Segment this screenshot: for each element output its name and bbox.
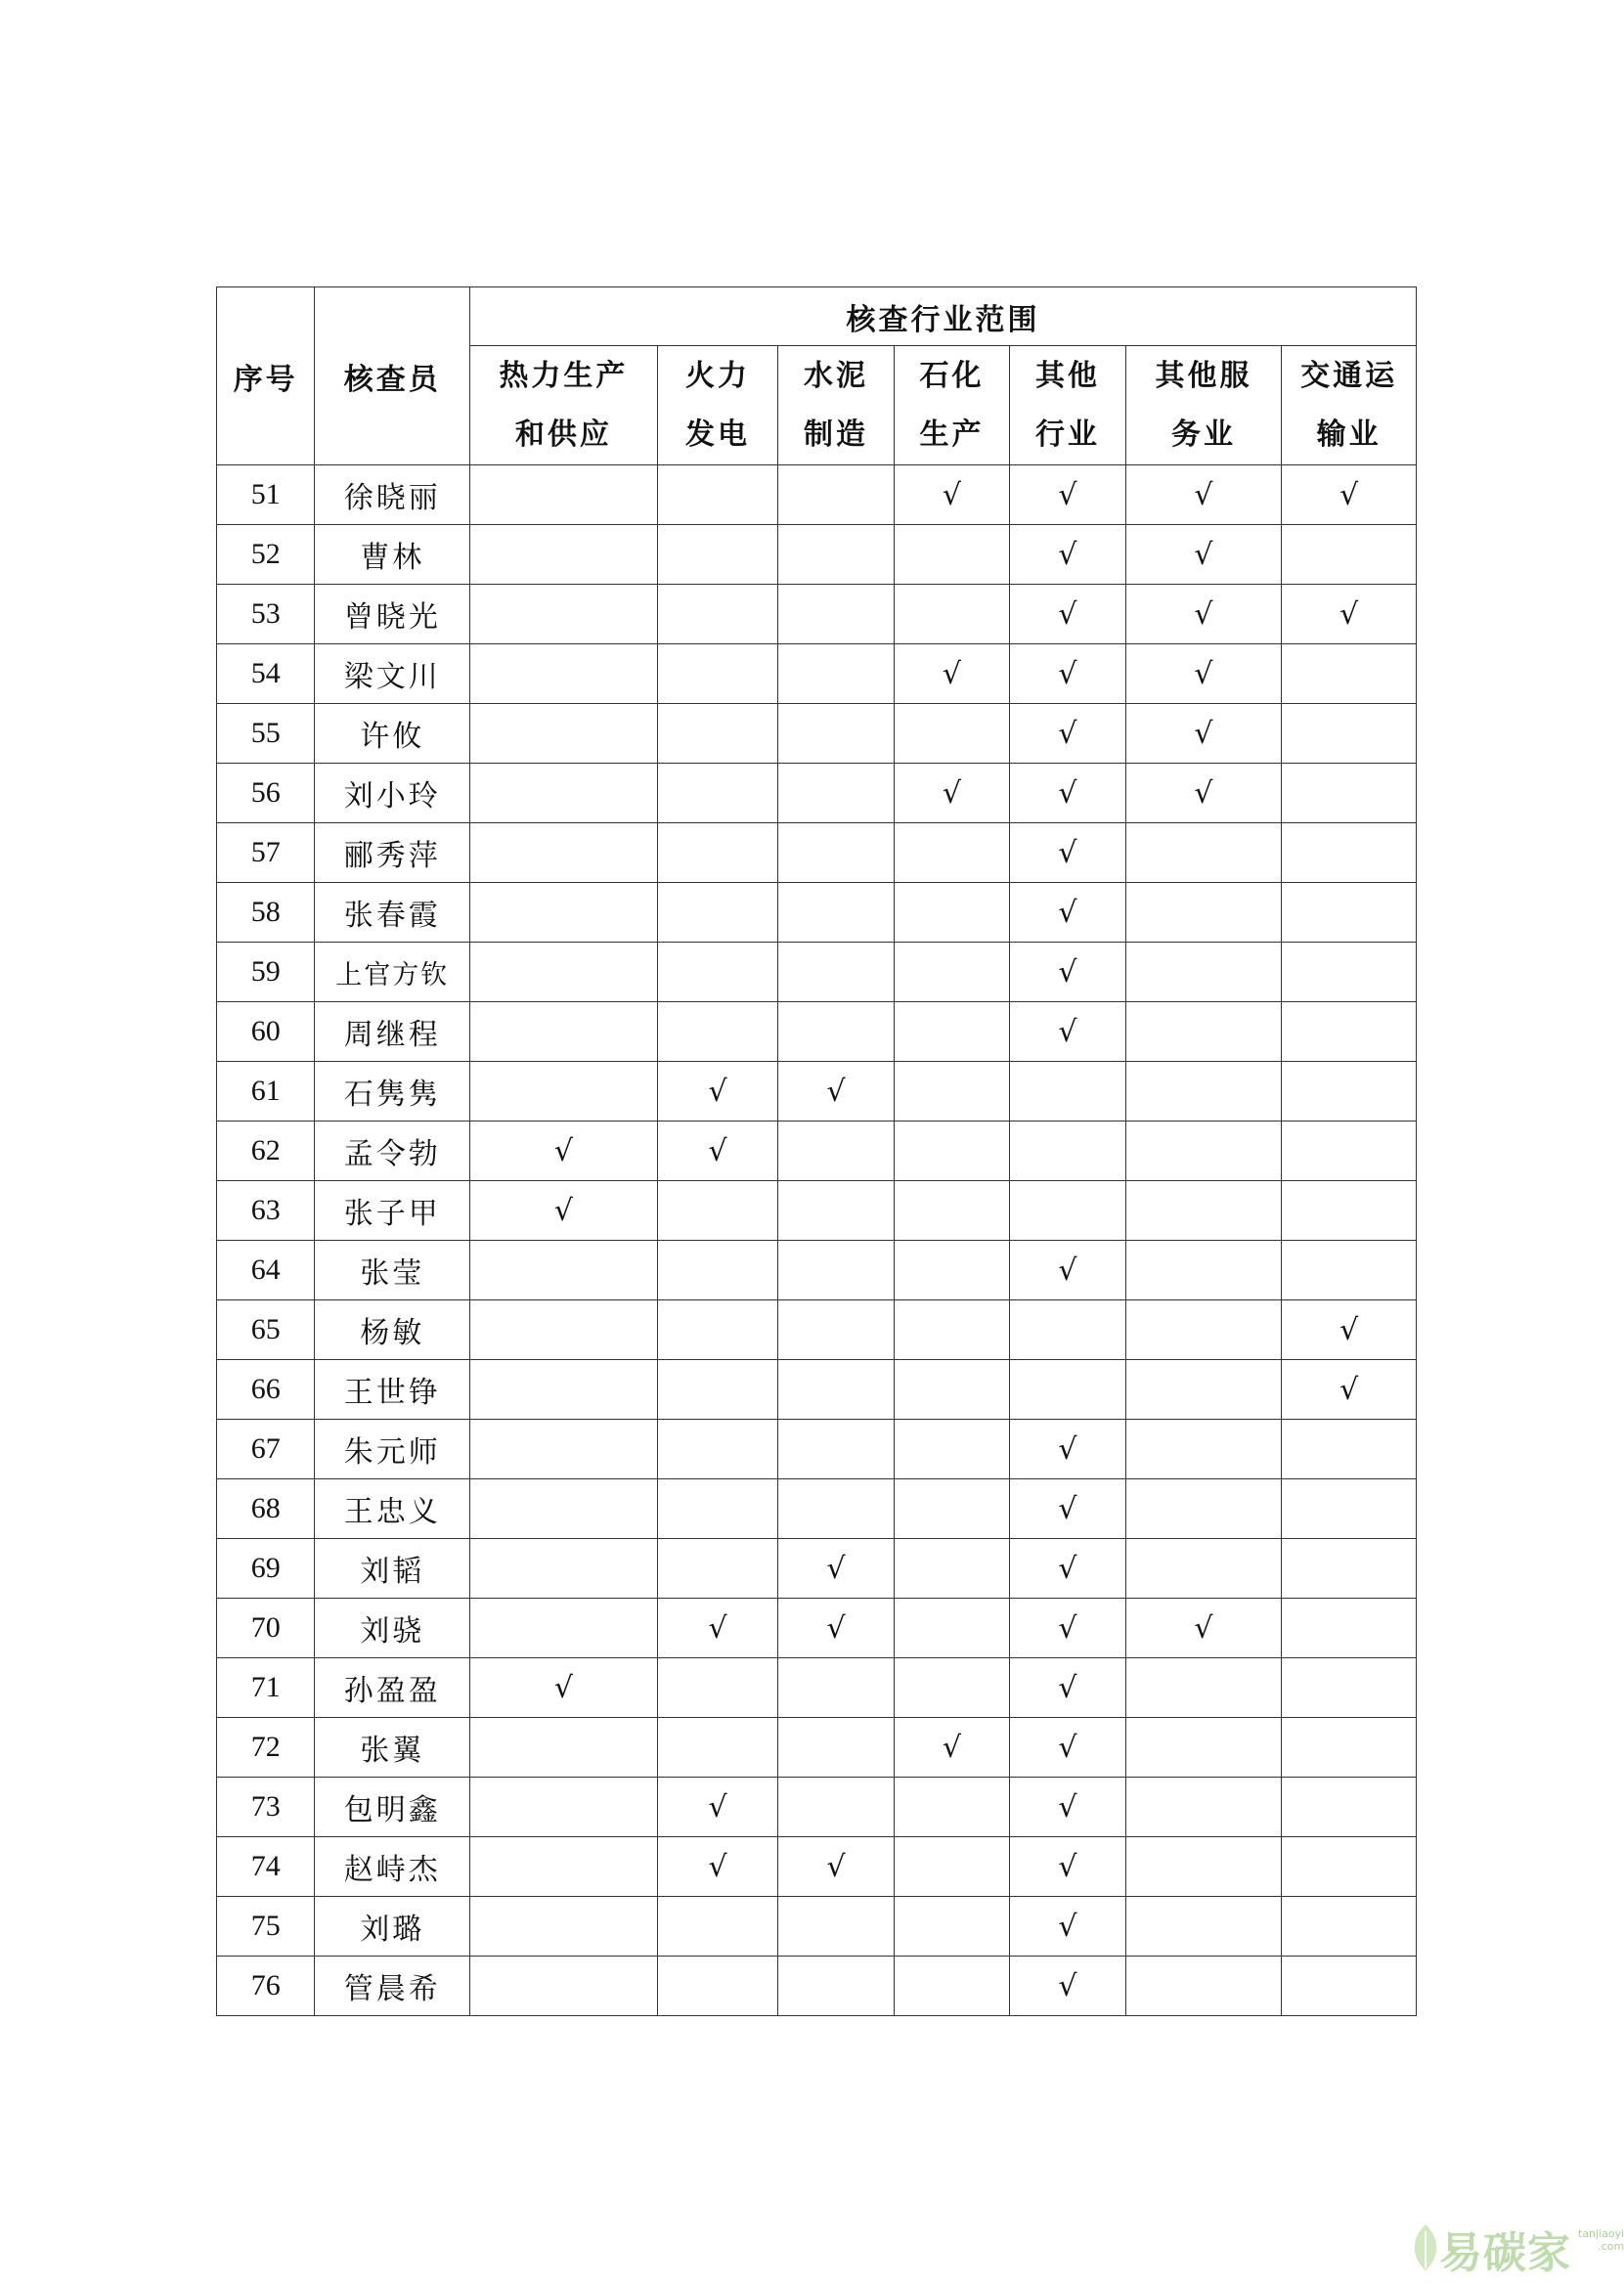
empty-cell (657, 1539, 777, 1599)
empty-cell (1125, 1778, 1282, 1837)
header-column-line: 输业 (1316, 417, 1382, 452)
empty-cell (894, 1897, 1009, 1957)
empty-cell (1125, 1300, 1282, 1360)
empty-cell (778, 525, 894, 585)
empty-cell (1125, 1002, 1282, 1062)
check-mark-cell: √ (657, 1778, 777, 1837)
check-mark-cell: √ (1010, 585, 1125, 644)
empty-cell (657, 1420, 777, 1479)
watermark-domain: tanjiaoyi .com (1578, 2227, 1624, 2253)
check-mark-cell: √ (1010, 1718, 1125, 1778)
empty-cell (1125, 1479, 1282, 1539)
header-column-line: 和供应 (514, 417, 612, 452)
empty-cell (1125, 943, 1282, 1002)
empty-cell (894, 1360, 1009, 1420)
table-row (217, 704, 1417, 764)
empty-cell (778, 764, 894, 823)
inspector-name: 赵峙杰 (315, 1837, 470, 1897)
empty-cell (1125, 823, 1282, 883)
empty-cell (470, 1778, 658, 1837)
empty-cell (894, 1241, 1009, 1300)
empty-cell (470, 823, 658, 883)
check-mark-cell: √ (1010, 1658, 1125, 1718)
table-row (217, 1300, 1417, 1360)
empty-cell (1282, 1062, 1417, 1122)
empty-cell (1282, 1897, 1417, 1957)
empty-cell (470, 1539, 658, 1599)
inspector-name: 刘小玲 (315, 764, 470, 823)
empty-cell (778, 1300, 894, 1360)
empty-cell (657, 943, 777, 1002)
inspector-name: 许攸 (315, 704, 470, 764)
empty-cell (1282, 1837, 1417, 1897)
empty-cell (778, 1241, 894, 1300)
check-mark-cell: √ (1282, 465, 1417, 525)
inspector-name: 周继程 (315, 1002, 470, 1062)
inspector-name: 王忠义 (315, 1479, 470, 1539)
check-mark-cell: √ (1282, 585, 1417, 644)
empty-cell (1282, 644, 1417, 704)
empty-cell (1282, 704, 1417, 764)
header-column-line: 石化 (919, 358, 985, 393)
header-column-3 (894, 346, 1009, 465)
table-row (217, 943, 1417, 1002)
table-row (217, 1002, 1417, 1062)
check-mark-cell: √ (470, 1122, 658, 1181)
inspector-name: 王世铮 (315, 1360, 470, 1420)
row-index: 52 (217, 525, 315, 585)
empty-cell (657, 704, 777, 764)
empty-cell (657, 1897, 777, 1957)
empty-cell (1282, 1122, 1417, 1181)
row-index: 65 (217, 1300, 315, 1360)
check-mark-cell: √ (1125, 585, 1282, 644)
inspector-name: 孙盈盈 (315, 1658, 470, 1718)
check-mark-cell: √ (778, 1539, 894, 1599)
row-index: 72 (217, 1718, 315, 1778)
table-row (217, 1957, 1417, 2016)
empty-cell (1282, 764, 1417, 823)
empty-cell (1282, 1718, 1417, 1778)
empty-cell (894, 1539, 1009, 1599)
empty-cell (470, 1300, 658, 1360)
empty-cell (657, 823, 777, 883)
empty-cell (470, 585, 658, 644)
inspector-name: 刘璐 (315, 1897, 470, 1957)
check-mark-cell: √ (1282, 1360, 1417, 1420)
check-mark-cell: √ (1010, 1002, 1125, 1062)
check-mark-cell: √ (470, 1181, 658, 1241)
empty-cell (470, 1957, 658, 2016)
inspector-name: 杨敏 (315, 1300, 470, 1360)
row-index: 51 (217, 465, 315, 525)
empty-cell (1282, 1957, 1417, 2016)
header-column-1 (657, 346, 777, 465)
empty-cell (1125, 1062, 1282, 1122)
empty-cell (1125, 1658, 1282, 1718)
empty-cell (470, 704, 658, 764)
row-index: 76 (217, 1957, 315, 2016)
empty-cell (778, 1002, 894, 1062)
header-column-line: 行业 (1034, 417, 1100, 452)
row-index: 63 (217, 1181, 315, 1241)
row-index: 55 (217, 704, 315, 764)
empty-cell (1125, 1957, 1282, 2016)
empty-cell (894, 1837, 1009, 1897)
check-mark-cell: √ (1010, 1479, 1125, 1539)
header-column-line: 热力生产 (499, 358, 629, 393)
check-mark-cell: √ (1125, 764, 1282, 823)
header-inspector: 核查员 (315, 287, 470, 465)
row-index: 69 (217, 1539, 315, 1599)
empty-cell (657, 585, 777, 644)
row-index: 67 (217, 1420, 315, 1479)
check-mark-cell: √ (1010, 883, 1125, 943)
empty-cell (657, 1718, 777, 1778)
row-index: 54 (217, 644, 315, 704)
empty-cell (470, 1599, 658, 1658)
empty-cell (470, 1718, 658, 1778)
empty-cell (470, 1897, 658, 1957)
check-mark-cell: √ (1010, 823, 1125, 883)
header-column-line: 发电 (685, 417, 751, 452)
empty-cell (657, 525, 777, 585)
empty-cell (1282, 883, 1417, 943)
empty-cell (470, 644, 658, 704)
empty-cell (1010, 1062, 1125, 1122)
empty-cell (1125, 1539, 1282, 1599)
check-mark-cell: √ (1010, 1837, 1125, 1897)
empty-cell (1282, 1181, 1417, 1241)
header-column-6 (1282, 346, 1417, 465)
inspector-name: 上官方钦 (315, 943, 470, 1002)
empty-cell (1125, 1122, 1282, 1181)
inspector-name: 石隽隽 (315, 1062, 470, 1122)
table-row (217, 585, 1417, 644)
empty-cell (1282, 823, 1417, 883)
header-column-line: 务业 (1170, 417, 1236, 452)
empty-cell (778, 943, 894, 1002)
empty-cell (894, 1062, 1009, 1122)
header-column-5 (1125, 346, 1282, 465)
header-index: 序号 (217, 287, 315, 465)
check-mark-cell: √ (1010, 465, 1125, 525)
check-mark-cell: √ (1125, 1599, 1282, 1658)
empty-cell (470, 943, 658, 1002)
empty-cell (657, 883, 777, 943)
check-mark-cell: √ (894, 465, 1009, 525)
empty-cell (470, 525, 658, 585)
row-index: 58 (217, 883, 315, 943)
table-row (217, 1778, 1417, 1837)
table-row (217, 1241, 1417, 1300)
empty-cell (778, 585, 894, 644)
empty-cell (778, 1718, 894, 1778)
row-index: 62 (217, 1122, 315, 1181)
row-index: 71 (217, 1658, 315, 1718)
empty-cell (894, 704, 1009, 764)
empty-cell (470, 1062, 658, 1122)
check-mark-cell: √ (1010, 1957, 1125, 2016)
empty-cell (470, 1420, 658, 1479)
check-mark-cell: √ (1010, 1778, 1125, 1837)
empty-cell (1125, 1837, 1282, 1897)
inspector-name: 徐晓丽 (315, 465, 470, 525)
empty-cell (657, 1360, 777, 1420)
empty-cell (894, 943, 1009, 1002)
row-index: 59 (217, 943, 315, 1002)
table-row (217, 823, 1417, 883)
check-mark-cell: √ (894, 644, 1009, 704)
watermark-brand: 易碳家 (1439, 2228, 1571, 2278)
table-row (217, 465, 1417, 525)
table-row (217, 1062, 1417, 1122)
empty-cell (1282, 1778, 1417, 1837)
empty-cell (778, 1181, 894, 1241)
empty-cell (778, 1658, 894, 1718)
empty-cell (1282, 1599, 1417, 1658)
empty-cell (1282, 1539, 1417, 1599)
empty-cell (470, 1360, 658, 1420)
table-row (217, 1718, 1417, 1778)
empty-cell (894, 1181, 1009, 1241)
empty-cell (1125, 1181, 1282, 1241)
empty-cell (894, 1002, 1009, 1062)
table-row (217, 644, 1417, 704)
empty-cell (1010, 1300, 1125, 1360)
table-row (217, 1420, 1417, 1479)
empty-cell (894, 1300, 1009, 1360)
empty-cell (1282, 943, 1417, 1002)
header-column-line: 其他 (1034, 358, 1100, 393)
empty-cell (778, 1360, 894, 1420)
empty-cell (894, 1479, 1009, 1539)
header-column-4 (1010, 346, 1125, 465)
check-mark-cell: √ (657, 1599, 777, 1658)
inspector-name: 张莹 (315, 1241, 470, 1300)
empty-cell (778, 465, 894, 525)
table-row (217, 764, 1417, 823)
empty-cell (778, 1479, 894, 1539)
empty-cell (894, 823, 1009, 883)
header-column-line: 水泥 (804, 358, 868, 393)
check-mark-cell: √ (1125, 465, 1282, 525)
header-column-line: 制造 (804, 417, 868, 452)
check-mark-cell: √ (470, 1658, 658, 1718)
inspector-name: 郦秀萍 (315, 823, 470, 883)
empty-cell (1010, 1181, 1125, 1241)
empty-cell (1282, 1479, 1417, 1539)
check-mark-cell: √ (778, 1062, 894, 1122)
empty-cell (1125, 1897, 1282, 1957)
table-row (217, 883, 1417, 943)
table-row (217, 1181, 1417, 1241)
header-industry-scope: 核查行业范围 (470, 287, 1417, 346)
table-row (217, 1837, 1417, 1897)
empty-cell (778, 823, 894, 883)
header-column-2 (778, 346, 894, 465)
empty-cell (657, 1957, 777, 2016)
empty-cell (1282, 1002, 1417, 1062)
table-row (217, 1360, 1417, 1420)
empty-cell (470, 1002, 658, 1062)
check-mark-cell: √ (1010, 764, 1125, 823)
empty-cell (470, 883, 658, 943)
row-index: 70 (217, 1599, 315, 1658)
check-mark-cell: √ (657, 1122, 777, 1181)
empty-cell (894, 1122, 1009, 1181)
row-index: 56 (217, 764, 315, 823)
empty-cell (1282, 525, 1417, 585)
inspector-name: 曹林 (315, 525, 470, 585)
empty-cell (657, 1300, 777, 1360)
check-mark-cell: √ (778, 1837, 894, 1897)
empty-cell (1282, 1420, 1417, 1479)
empty-cell (778, 1122, 894, 1181)
empty-cell (1125, 883, 1282, 943)
empty-cell (470, 764, 658, 823)
row-index: 74 (217, 1837, 315, 1897)
empty-cell (1125, 1718, 1282, 1778)
header-column-line: 火力 (685, 358, 751, 393)
empty-cell (657, 465, 777, 525)
check-mark-cell: √ (894, 764, 1009, 823)
row-index: 68 (217, 1479, 315, 1539)
check-mark-cell: √ (1010, 1897, 1125, 1957)
table-row (217, 1122, 1417, 1181)
header-column-line: 其他服 (1155, 358, 1252, 393)
empty-cell (894, 1778, 1009, 1837)
empty-cell (778, 704, 894, 764)
empty-cell (1125, 1360, 1282, 1420)
row-index: 75 (217, 1897, 315, 1957)
row-index: 64 (217, 1241, 315, 1300)
inspector-name: 曾晓光 (315, 585, 470, 644)
empty-cell (778, 1897, 894, 1957)
inspector-name: 刘韬 (315, 1539, 470, 1599)
empty-cell (1282, 1241, 1417, 1300)
table-row (217, 1599, 1417, 1658)
inspector-name: 张子甲 (315, 1181, 470, 1241)
table-row (217, 525, 1417, 585)
inspector-table (216, 286, 1417, 2016)
inspector-name: 包明鑫 (315, 1778, 470, 1837)
empty-cell (657, 1479, 777, 1539)
empty-cell (1125, 1241, 1282, 1300)
empty-cell (778, 883, 894, 943)
empty-cell (470, 465, 658, 525)
check-mark-cell: √ (1010, 1420, 1125, 1479)
inspector-name: 孟令勃 (315, 1122, 470, 1181)
empty-cell (470, 1241, 658, 1300)
table-row (217, 1539, 1417, 1599)
row-index: 60 (217, 1002, 315, 1062)
table-row (217, 1479, 1417, 1539)
inspector-name: 张春霞 (315, 883, 470, 943)
empty-cell (894, 1957, 1009, 2016)
row-index: 73 (217, 1778, 315, 1837)
empty-cell (894, 525, 1009, 585)
check-mark-cell: √ (1010, 644, 1125, 704)
empty-cell (1125, 1420, 1282, 1479)
watermark-logo (1406, 2218, 1624, 2278)
header-column-line: 交通运 (1300, 358, 1398, 393)
empty-cell (778, 1420, 894, 1479)
check-mark-cell: √ (1125, 644, 1282, 704)
empty-cell (657, 1002, 777, 1062)
header-column-line: 生产 (919, 417, 985, 452)
empty-cell (1282, 1658, 1417, 1718)
row-index: 66 (217, 1360, 315, 1420)
check-mark-cell: √ (1010, 943, 1125, 1002)
empty-cell (1010, 1360, 1125, 1420)
empty-cell (778, 1778, 894, 1837)
check-mark-cell: √ (1010, 1241, 1125, 1300)
empty-cell (657, 644, 777, 704)
inspector-name: 朱元师 (315, 1420, 470, 1479)
check-mark-cell: √ (1282, 1300, 1417, 1360)
table-row (217, 1658, 1417, 1718)
empty-cell (470, 1479, 658, 1539)
empty-cell (657, 1181, 777, 1241)
empty-cell (894, 585, 1009, 644)
empty-cell (657, 1658, 777, 1718)
inspector-name: 张翼 (315, 1718, 470, 1778)
empty-cell (894, 1658, 1009, 1718)
check-mark-cell: √ (1125, 704, 1282, 764)
empty-cell (657, 764, 777, 823)
check-mark-cell: √ (894, 1718, 1009, 1778)
empty-cell (894, 1599, 1009, 1658)
row-index: 61 (217, 1062, 315, 1122)
inspector-name: 梁文川 (315, 644, 470, 704)
check-mark-cell: √ (1010, 1539, 1125, 1599)
check-mark-cell: √ (1010, 525, 1125, 585)
inspector-name: 管晨希 (315, 1957, 470, 2016)
empty-cell (894, 1420, 1009, 1479)
row-index: 57 (217, 823, 315, 883)
check-mark-cell: √ (778, 1599, 894, 1658)
check-mark-cell: √ (1125, 525, 1282, 585)
inspector-name: 刘骁 (315, 1599, 470, 1658)
table-row (217, 1897, 1417, 1957)
empty-cell (657, 1241, 777, 1300)
empty-cell (778, 1957, 894, 2016)
empty-cell (470, 1837, 658, 1897)
empty-cell (1010, 1122, 1125, 1181)
header-column-0 (470, 346, 658, 465)
check-mark-cell: √ (1010, 704, 1125, 764)
row-index: 53 (217, 585, 315, 644)
empty-cell (894, 883, 1009, 943)
check-mark-cell: √ (657, 1837, 777, 1897)
empty-cell (778, 644, 894, 704)
check-mark-cell: √ (657, 1062, 777, 1122)
check-mark-cell: √ (1010, 1599, 1125, 1658)
